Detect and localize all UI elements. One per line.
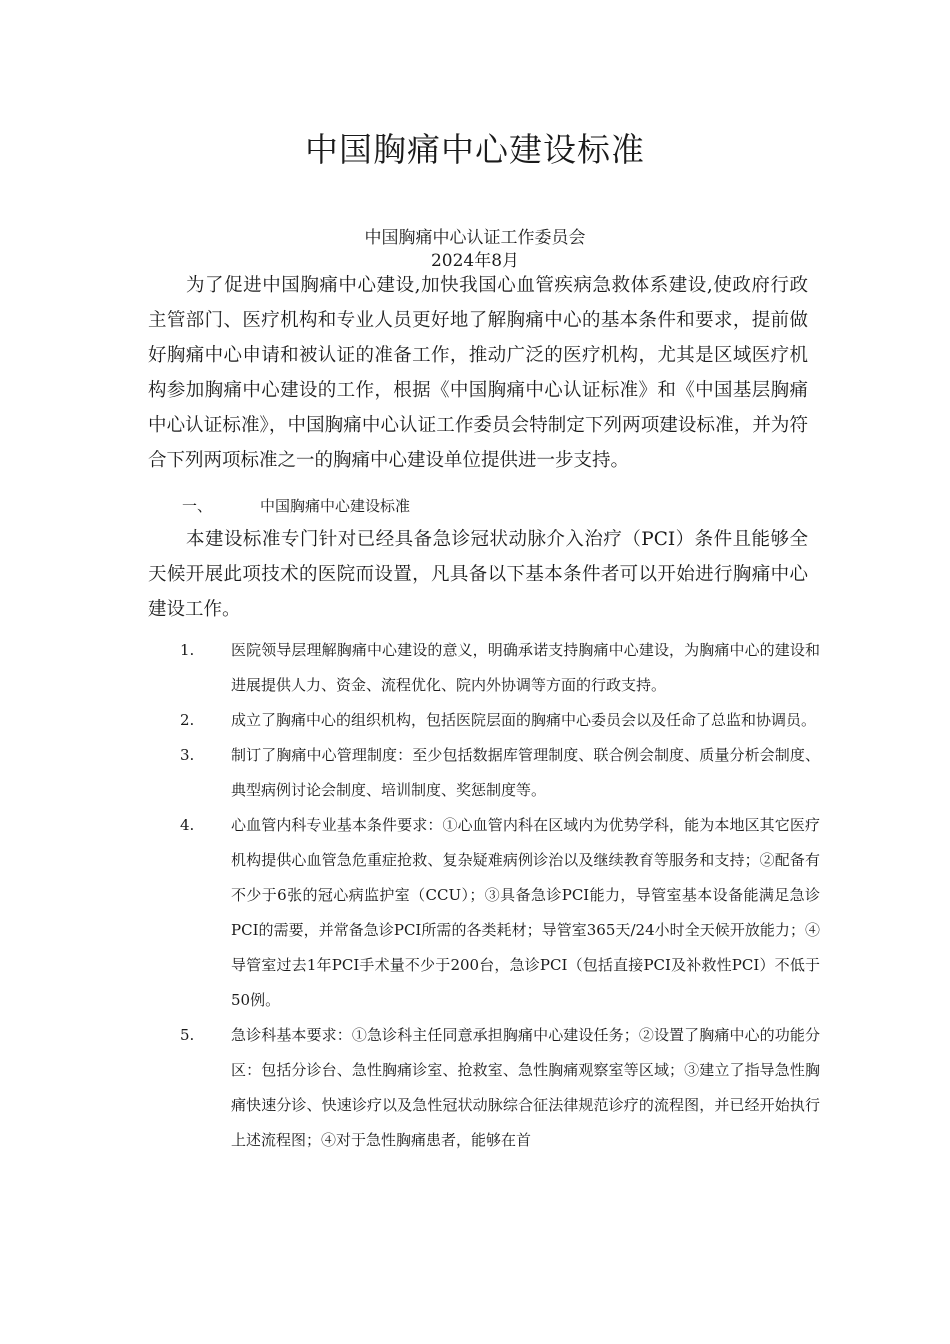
list-item	[180, 808, 820, 1018]
list-item-number: 4.	[180, 816, 195, 834]
list-item-text: 制订了胸痛中心管理制度：至少包括数据库管理制度、联合例会制度、质量分析会制度、典型病例讨论会制度、培训制度、奖惩制度等。	[231, 746, 820, 799]
issuing-organization: 中国胸痛中心认证工作委员会	[364, 228, 586, 248]
list-item	[180, 703, 820, 738]
list-item-number: 2.	[180, 711, 195, 729]
section-heading	[182, 494, 410, 518]
list-item-text: 急诊科基本要求：①急诊科主任同意承担胸痛中心建设任务；②设置了胸痛中心的功能分区：包括分诊台、急性胸痛诊室、抢救室、急性胸痛观察室等区域；③建立了指导急性胸痛快速分诊、快速诊疗以及急性冠状动脉综合征法律规范诊疗的流程图，并已经开始执行上述流程图；④对于急性胸痛患者，能够在首	[231, 1026, 820, 1149]
section-title: 中国胸痛中心建设标准	[260, 497, 411, 515]
section-intro-paragraph: 本建设标准专门针对已经具备急诊冠状动脉介入治疗（PCI）条件且能够全天候开展此项技术的医院而设置，凡具备以下基本条件者可以开始进行胸痛中心建设工作。	[148, 529, 808, 620]
requirements-list	[180, 633, 820, 1158]
document-title: 中国胸痛中心建设标准	[305, 130, 645, 169]
list-item-number: 5.	[180, 1026, 195, 1044]
section-number: 一、	[182, 497, 213, 515]
list-item	[180, 738, 820, 808]
list-item-number: 3.	[180, 746, 195, 764]
intro-paragraph: 为了促进中国胸痛中心建设,加快我国心血管疾病急救体系建设,使政府行政主管部门、医疗机构和专业人员更好地了解胸痛中心的基本条件和要求，提前做好胸痛中心申请和被认证的准备工作，推动广泛的医疗机构，尤其是区域医疗机构参加胸痛中心建设的工作，根据《中国胸痛中心认证标准》和《中国基层胸痛中心认证标准》，中国胸痛中心认证工作委员会特制定下列两项建设标准，并为符合下列两项标准之一的胸痛中心建设单位提供进一步支持。	[148, 275, 808, 471]
issue-date: 2024年8月	[430, 251, 520, 271]
list-item-text: 心血管内科专业基本条件要求：①心血管内科在区域内为优势学科，能为本地区其它医疗机构提供心血管急危重症抢救、复杂疑难病例诊治以及继续教育等服务和支持；②配备有不少于6张的冠心病监护室（CCU）；③具备急诊PCI能力，导管室基本设备能满足急诊PCI的需要，并常备急诊PCI所需的各类耗材；导管室365天/24小时全天候开放能力；④导管室过去1年PCI手术量不少于200台，急诊PCI（包括直接PCI及补救性PCI）不低于50例。	[231, 816, 820, 1009]
list-item	[180, 1018, 820, 1158]
list-item-number: 1.	[180, 641, 195, 659]
list-item-text: 医院领导层理解胸痛中心建设的意义，明确承诺支持胸痛中心建设，为胸痛中心的建设和进展提供人力、资金、流程优化、院内外协调等方面的行政支持。	[231, 641, 820, 694]
list-item	[180, 633, 820, 703]
list-item-text: 成立了胸痛中心的组织机构，包括医院层面的胸痛中心委员会以及任命了总监和协调员。	[231, 711, 817, 729]
